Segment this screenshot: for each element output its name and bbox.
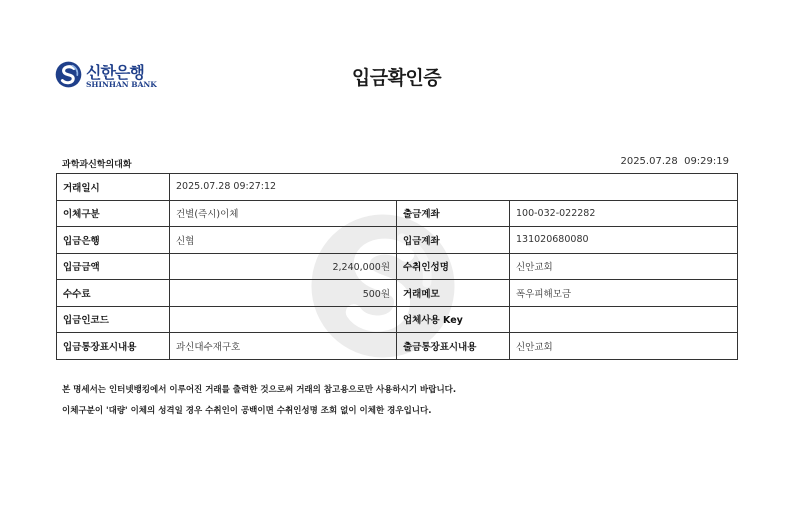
value-deposit-passbook-memo: 과신대수재구호: [170, 333, 397, 360]
label-deposit-passbook-memo: 입금통장표시내용: [57, 333, 170, 360]
label-business-key: 업체사용 Key: [397, 306, 510, 333]
value-withdrawal-account: 100-032-022282: [510, 200, 738, 227]
table-row: [57, 200, 738, 227]
note-line-1: 본 명세서는 인터넷뱅킹에서 이루어진 거래를 출력한 것으로써 거래의 참고용으로만 사용하시기 바랍니다.: [62, 385, 457, 395]
value-business-key: [510, 306, 738, 333]
value-transaction-datetime: 2025.07.28 09:27:12: [170, 174, 738, 201]
label-recipient-name: 수취인성명: [397, 253, 510, 280]
label-depositor-code: 입금인코드: [57, 306, 170, 333]
label-transaction-memo: 거래메모: [397, 280, 510, 307]
value-recipient-name: 신안교회: [510, 253, 738, 280]
disclaimer-notes: [62, 380, 456, 422]
value-fee: 500원: [170, 280, 397, 307]
label-withdrawal-passbook-memo: 출금통장표시내용: [397, 333, 510, 360]
value-deposit-bank: 신협: [170, 227, 397, 254]
printed-timestamp: 2025.07.28 09:29:19: [620, 156, 729, 167]
label-transfer-type: 이체구분: [57, 200, 170, 227]
table-row: [57, 227, 738, 254]
bank-name-ko: 신한은행: [86, 63, 144, 82]
label-deposit-bank: 입금은행: [57, 227, 170, 254]
value-deposit-amount: 2,240,000원: [170, 253, 397, 280]
table-row: [57, 306, 738, 333]
value-depositor-code: [170, 306, 397, 333]
value-withdrawal-passbook-memo: 신안교회: [510, 333, 738, 360]
organization-name: 과학과신학의대화: [62, 160, 132, 170]
table-row: [57, 174, 738, 201]
table-row: [57, 280, 738, 307]
bank-name-en: SHINHAN BANK: [86, 80, 157, 89]
transaction-table: [56, 173, 738, 360]
value-transaction-memo: 폭우피해모금: [510, 280, 738, 307]
label-transaction-datetime: 거래일시: [57, 174, 170, 201]
table-row: [57, 253, 738, 280]
label-deposit-account: 입금계좌: [397, 227, 510, 254]
label-fee: 수수료: [57, 280, 170, 307]
label-deposit-amount: 입금금액: [57, 253, 170, 280]
document-title: 입금확인증: [351, 67, 442, 89]
label-withdrawal-account: 출금계좌: [397, 200, 510, 227]
table-row: [57, 333, 738, 360]
note-line-2: 이체구분이 '대량' 이체의 성격일 경우 수취인이 공백이면 수취인성명 조회 없이 이체한 경우입니다.: [62, 406, 432, 416]
value-transfer-type: 건별(즉시)이체: [170, 200, 397, 227]
value-deposit-account: 131020680080: [510, 227, 738, 254]
